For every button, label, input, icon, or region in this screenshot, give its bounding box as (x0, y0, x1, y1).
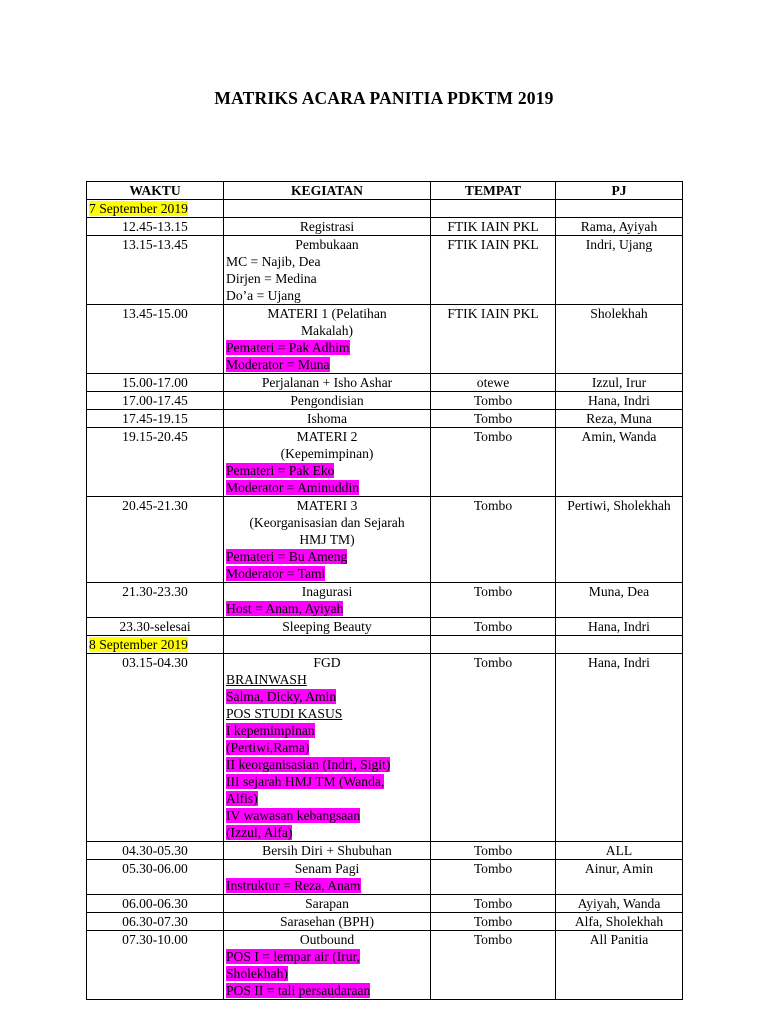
pj-cell: Izzul, Irur (556, 374, 683, 392)
waktu-cell: 21.30-23.30 (87, 583, 224, 618)
table-row (87, 392, 683, 410)
tempat-cell: FTIK IAIN PKL (431, 305, 556, 374)
kegiatan-line-highlight: Instruktur = Reza, Anam (226, 878, 361, 893)
waktu-cell: 19.15-20.45 (87, 428, 224, 497)
pj-cell: Ainur, Amin (556, 860, 683, 895)
table-row (87, 583, 683, 618)
waktu-cell: 07.30-10.00 (87, 931, 224, 1000)
kegiatan-line-highlight: Pemateri = Pak Adhim (226, 340, 350, 355)
waktu-cell: 06.30-07.30 (87, 913, 224, 931)
tempat-cell: Tombo (431, 410, 556, 428)
kegiatan-cell (224, 497, 431, 583)
pj-cell: Ayiyah, Wanda (556, 895, 683, 913)
kegiatan-line: MATERI 3 (296, 498, 358, 513)
kegiatan-line: POS STUDI KASUS (226, 706, 343, 721)
table-row (87, 913, 683, 931)
waktu-cell: 17.00-17.45 (87, 392, 224, 410)
tempat-cell: Tombo (431, 895, 556, 913)
kegiatan-line-highlight: POS I = lempar air (Irur, (226, 949, 360, 964)
tempat-cell: FTIK IAIN PKL (431, 218, 556, 236)
kegiatan-line-highlight: III sejarah HMJ TM (Wanda, (226, 774, 385, 789)
kegiatan-line: FGD (313, 655, 341, 670)
kegiatan-line: Dirjen = Medina (226, 271, 317, 286)
kegiatan-line-highlight: Salma, Dicky, Amin (226, 689, 337, 704)
table-row (87, 374, 683, 392)
table-row (87, 428, 683, 497)
pj-cell: All Panitia (556, 931, 683, 1000)
pj-cell: Reza, Muna (556, 410, 683, 428)
pj-cell: Alfa, Sholekhah (556, 913, 683, 931)
pj-cell: Amin, Wanda (556, 428, 683, 497)
kegiatan-line: MATERI 1 (Pelatihan (267, 306, 387, 321)
tempat-cell: Tombo (431, 931, 556, 1000)
header-tempat: TEMPAT (431, 182, 556, 200)
kegiatan-cell (224, 583, 431, 618)
table-row (87, 842, 683, 860)
kegiatan-line-highlight: IV wawasan kebangsaan (226, 808, 361, 823)
kegiatan-line-highlight: Moderator = Aminuddin (226, 480, 360, 495)
tempat-cell: otewe (431, 374, 556, 392)
kegiatan-cell: Sleeping Beauty (224, 618, 431, 636)
table-row (87, 410, 683, 428)
kegiatan-line-highlight: II keorganisasian (Indri, Sigit) (226, 757, 391, 772)
date-label: 7 September 2019 (89, 201, 188, 216)
kegiatan-line-highlight: I kepemimpinan (226, 723, 315, 738)
tempat-cell: Tombo (431, 497, 556, 583)
waktu-cell: 15.00-17.00 (87, 374, 224, 392)
kegiatan-line: (Keorganisasian dan Sejarah (249, 515, 405, 530)
pj-cell: Indri, Ujang (556, 236, 683, 305)
date-row (87, 636, 683, 654)
kegiatan-cell: Ishoma (224, 410, 431, 428)
waktu-cell: 06.00-06.30 (87, 895, 224, 913)
kegiatan-cell: Pengondisian (224, 392, 431, 410)
kegiatan-line-highlight: (Izzul, Alfa) (226, 825, 293, 840)
date-row (87, 200, 683, 218)
kegiatan-line: Outbound (299, 932, 355, 947)
pj-cell: Hana, Indri (556, 654, 683, 842)
tempat-cell: Tombo (431, 428, 556, 497)
kegiatan-line-highlight: Sholekhah) (226, 966, 288, 981)
tempat-cell: Tombo (431, 860, 556, 895)
table-row (87, 236, 683, 305)
pj-cell: ALL (556, 842, 683, 860)
kegiatan-line-highlight: Pemateri = Pak Eko (226, 463, 335, 478)
kegiatan-cell: Bersih Diri + Shubuhan (224, 842, 431, 860)
tempat-cell: Tombo (431, 392, 556, 410)
kegiatan-line-highlight: POS II = tali persaudaraan (226, 983, 371, 998)
pj-cell: Pertiwi, Sholekhah (556, 497, 683, 583)
pj-cell: Hana, Indri (556, 618, 683, 636)
waktu-cell: 05.30-06.00 (87, 860, 224, 895)
tempat-cell: Tombo (431, 842, 556, 860)
kegiatan-line: Pembukaan (295, 237, 359, 252)
document-title: MATRIKS ACARA PANITIA PDKTM 2019 (214, 88, 554, 108)
schedule-table (86, 181, 683, 1000)
kegiatan-line: Inagurasi (301, 584, 353, 599)
pj-cell: Rama, Ayiyah (556, 218, 683, 236)
waktu-cell: 20.45-21.30 (87, 497, 224, 583)
kegiatan-cell (224, 654, 431, 842)
date-label: 8 September 2019 (89, 637, 188, 652)
kegiatan-line-highlight: Moderator = Muna (226, 357, 330, 372)
table-row (87, 218, 683, 236)
kegiatan-line-highlight: Moderator = Tami (226, 566, 326, 581)
waktu-cell: 13.15-13.45 (87, 236, 224, 305)
kegiatan-line: Makalah) (300, 323, 354, 338)
table-row (87, 305, 683, 374)
kegiatan-line: MC = Najib, Dea (226, 254, 321, 269)
kegiatan-cell (224, 236, 431, 305)
kegiatan-cell: Sarapan (224, 895, 431, 913)
table-row (87, 895, 683, 913)
kegiatan-line-highlight: Host = Anam, Ayiyah (226, 601, 344, 616)
kegiatan-line: MATERI 2 (296, 429, 358, 444)
kegiatan-line-highlight: (Pertiwi,Rama) (226, 740, 310, 755)
kegiatan-line: (Kepemimpinan) (280, 446, 374, 461)
kegiatan-cell (224, 860, 431, 895)
header-waktu: WAKTU (87, 182, 224, 200)
kegiatan-cell (224, 428, 431, 497)
kegiatan-cell: Sarasehan (BPH) (224, 913, 431, 931)
kegiatan-cell (224, 305, 431, 374)
kegiatan-line-highlight: Pemateri = Bu Ameng (226, 549, 348, 564)
tempat-cell: Tombo (431, 913, 556, 931)
waktu-cell: 03.15-04.30 (87, 654, 224, 842)
pj-cell: Sholekhah (556, 305, 683, 374)
kegiatan-line: Senam Pagi (294, 861, 360, 876)
table-row (87, 860, 683, 895)
kegiatan-cell (224, 931, 431, 1000)
waktu-cell: 13.45-15.00 (87, 305, 224, 374)
pj-cell: Hana, Indri (556, 392, 683, 410)
tempat-cell: Tombo (431, 654, 556, 842)
table-row (87, 497, 683, 583)
kegiatan-line: BRAINWASH (226, 672, 307, 687)
kegiatan-line: Do’a = Ujang (226, 288, 301, 303)
kegiatan-line: HMJ TM) (299, 532, 355, 547)
table-row (87, 654, 683, 842)
kegiatan-cell: Perjalanan + Isho Ashar (224, 374, 431, 392)
waktu-cell: 12.45-13.15 (87, 218, 224, 236)
table-row (87, 931, 683, 1000)
waktu-cell: 04.30-05.30 (87, 842, 224, 860)
header-pj: PJ (556, 182, 683, 200)
header-kegiatan: KEGIATAN (224, 182, 431, 200)
tempat-cell: FTIK IAIN PKL (431, 236, 556, 305)
waktu-cell: 23.30-selesai (87, 618, 224, 636)
waktu-cell: 17.45-19.15 (87, 410, 224, 428)
kegiatan-cell: Registrasi (224, 218, 431, 236)
tempat-cell: Tombo (431, 618, 556, 636)
pj-cell: Muna, Dea (556, 583, 683, 618)
kegiatan-line-highlight: Alfis) (226, 791, 258, 806)
table-header-row (87, 182, 683, 200)
tempat-cell: Tombo (431, 583, 556, 618)
table-row (87, 618, 683, 636)
